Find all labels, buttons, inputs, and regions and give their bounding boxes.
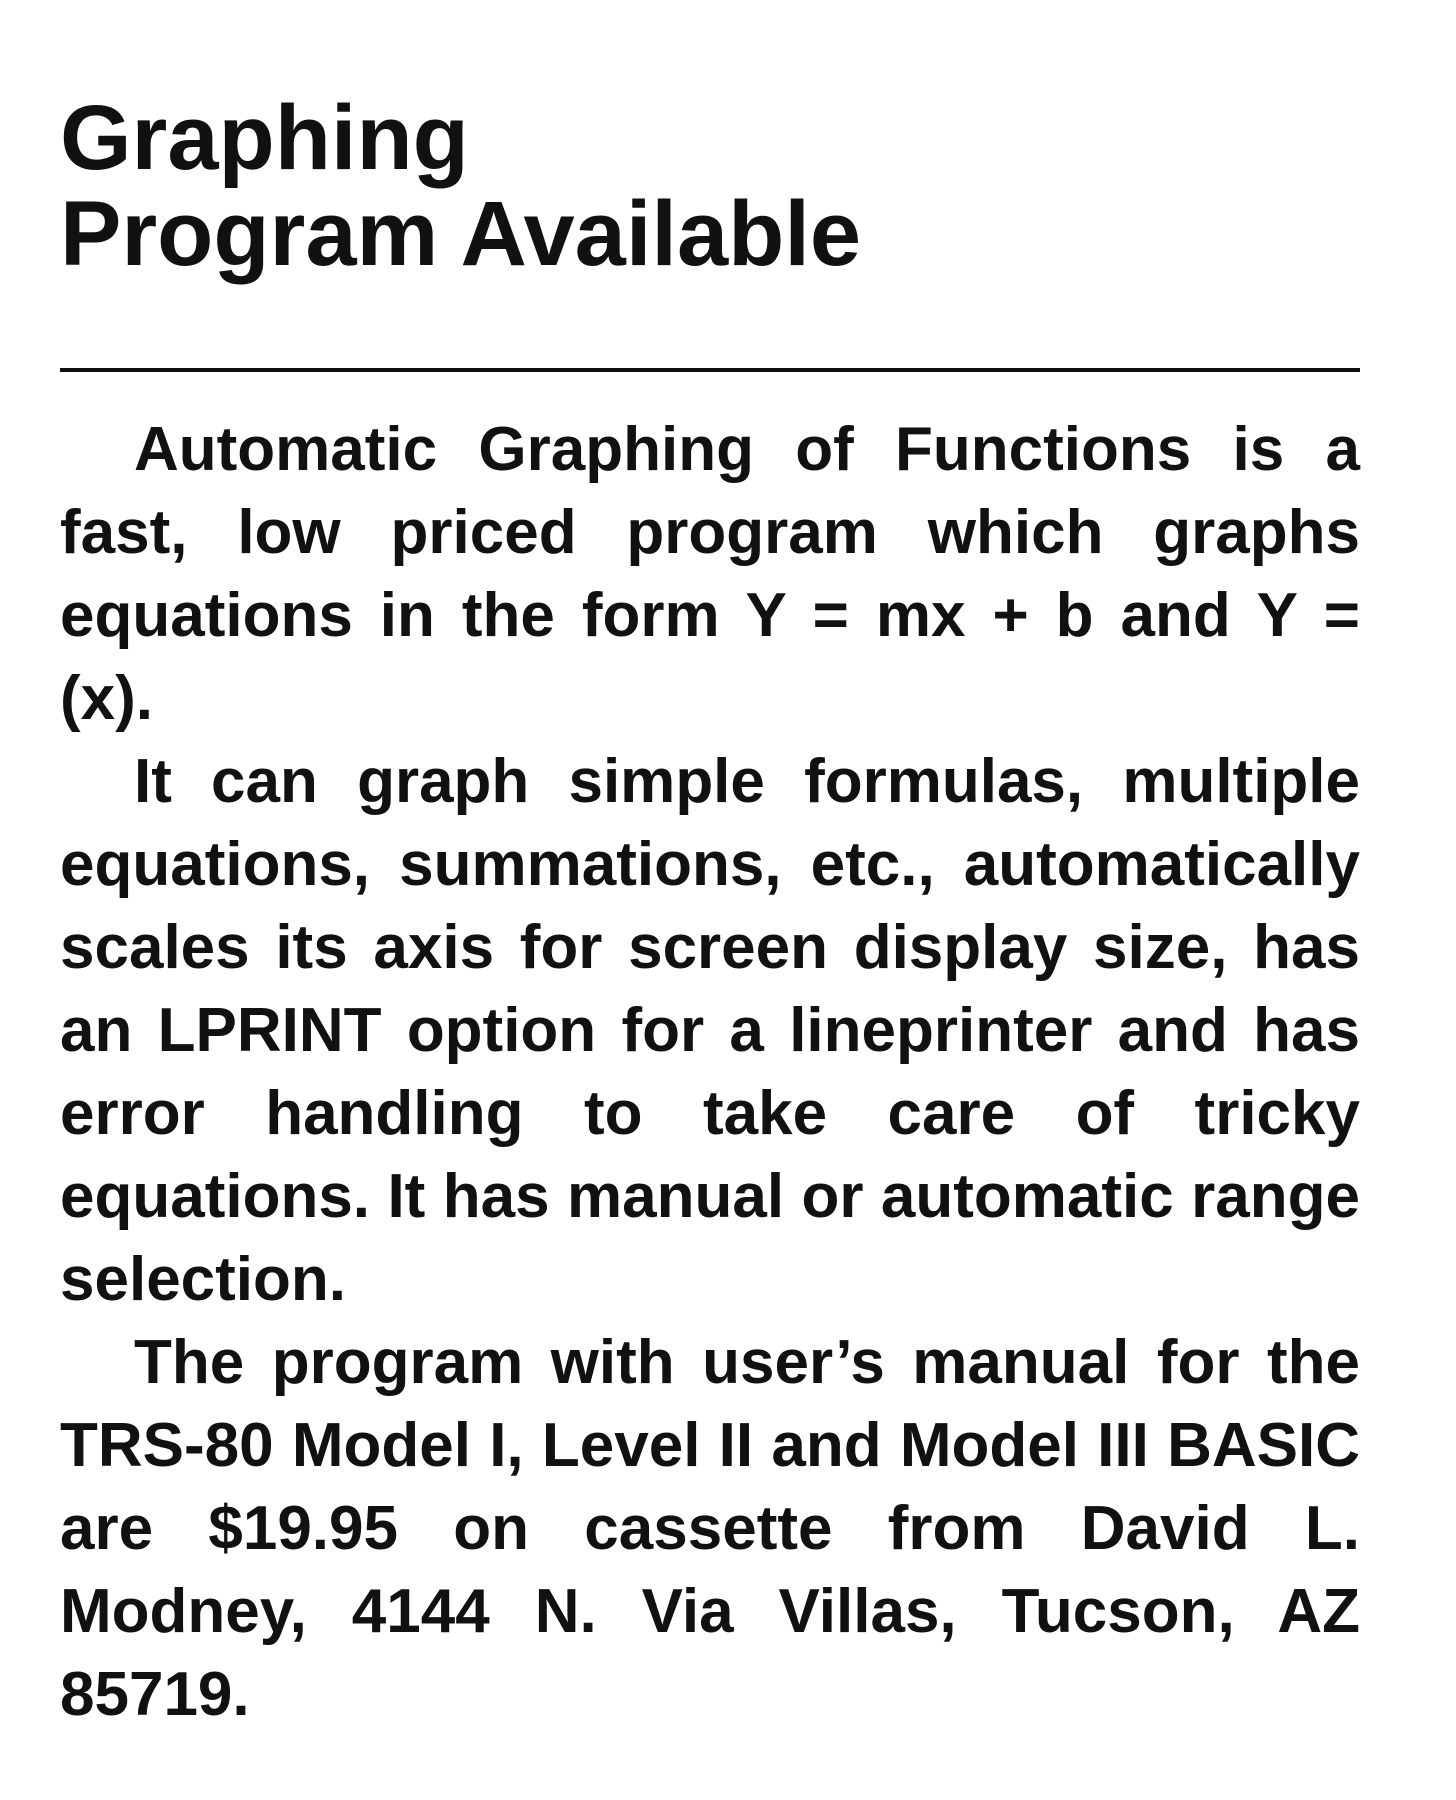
divider-rule (60, 368, 1360, 372)
article-header (60, 87, 1360, 285)
paragraph-intro: Automatic Graphing of Functions is a fast, low priced program which graphs equations in the form Y = mx + b and Y = (x). (60, 415, 1360, 733)
paragraph-features: It can graph simple formulas, multiple equations, summations, etc., automatically scales its axis for screen display size, has an LPRINT option for a lineprinter and has error handling to take care of tricky equations. It has manual or automatic range selection. (60, 747, 1360, 1314)
headline (60, 87, 1360, 285)
paragraph-pricing: The program with user’s manual for the TRS-80 Model I, Level II and Model III BASIC are $19.95 on cassette from David L. Modney, 4144 N. Via Villas, Tucson, AZ 85719. (60, 1328, 1360, 1729)
headline-line-1: Graphing (60, 87, 469, 189)
article-body (60, 408, 1360, 1736)
headline-line-2: Program Available (60, 183, 862, 285)
